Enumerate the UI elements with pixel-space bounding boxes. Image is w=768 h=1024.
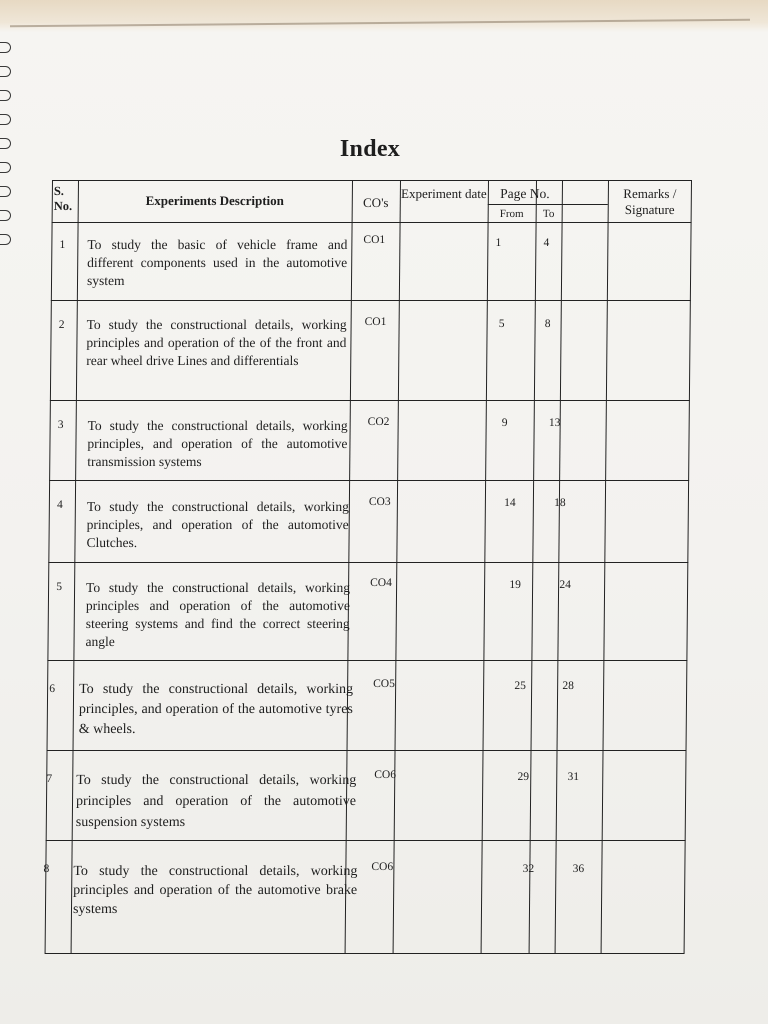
row-page-to: 36 (572, 863, 585, 875)
index-table (45, 180, 692, 954)
row-co: CO6 (374, 769, 397, 781)
row-page-from: 19 (509, 579, 521, 591)
row-co: CO6 (371, 861, 394, 873)
header-cos: CO's (362, 195, 389, 210)
row-co: CO1 (363, 234, 386, 246)
page-top-edge (0, 0, 768, 32)
row-number: 6 (49, 683, 56, 695)
row-page-from: 1 (495, 237, 502, 249)
row-page-to: 18 (554, 497, 566, 509)
row-number: 8 (43, 863, 50, 875)
header-to: To (542, 208, 555, 220)
row-page-to: 13 (548, 417, 561, 429)
header-description: Experiments Description (145, 193, 285, 208)
row-description: To study the constructional details, working principles, and operation of the automotive Clutches. (86, 499, 349, 550)
row-page-from: 9 (501, 417, 508, 429)
row-page-from: 25 (514, 680, 526, 692)
row-description: To study the basic of vehicle frame and different components used in the automotive system (86, 237, 348, 288)
row-number: 1 (59, 239, 66, 251)
row-page-from: 32 (522, 863, 535, 875)
row-number: 4 (56, 499, 63, 511)
row-divider (47, 750, 687, 751)
row-page-to: 4 (543, 237, 550, 249)
row-description: To study the constructional details, working principles, and operation of the automotive transmission systems (87, 418, 348, 469)
row-description: To study the constructional details, working principles and operation of the automotive brake systems (72, 864, 358, 917)
row-divider (47, 660, 687, 661)
header-remarks: Remarks / Signature (623, 186, 677, 217)
row-divider (48, 562, 688, 563)
row-description: To study the constructional details, working principles, and operation of the automotive tyres & wheels. (78, 682, 354, 737)
row-divider (46, 840, 686, 841)
row-description: To study the constructional details, working principles and operation of the automotive steering systems and find the correct steering angle (85, 580, 351, 649)
header-from: From (499, 208, 524, 220)
header-page-no: Page No. (500, 186, 550, 201)
row-divider (49, 480, 689, 481)
row-co: CO5 (373, 678, 395, 690)
row-number: 2 (58, 319, 65, 331)
row-number: 7 (46, 773, 53, 785)
row-page-to: 24 (559, 579, 571, 591)
row-page-to: 28 (562, 680, 574, 692)
row-divider (50, 400, 690, 401)
row-co: CO1 (364, 316, 387, 328)
row-description: To study the constructional details, working principles and operation of the of the front and rear wheel drive Lines and differentials (86, 317, 347, 368)
row-number: 3 (57, 419, 64, 431)
row-page-from: 5 (498, 318, 505, 330)
row-page-from: 29 (517, 771, 530, 783)
row-divider (52, 222, 692, 223)
row-description: To study the constructional details, working principles and operation of the automotive suspension systems (75, 773, 357, 830)
row-page-to: 31 (567, 771, 580, 783)
row-co: CO2 (367, 416, 390, 428)
row-page-from: 14 (504, 497, 516, 509)
page-title: Index (339, 136, 401, 162)
row-divider (51, 300, 691, 301)
header-experiment-date: Experiment date (401, 186, 487, 201)
row-co: CO4 (370, 577, 392, 589)
row-page-to: 8 (544, 318, 551, 330)
spiral-binding (0, 30, 18, 260)
row-number: 5 (56, 581, 63, 593)
header-sno: S. No. (53, 184, 73, 213)
row-co: CO3 (368, 496, 391, 508)
table-border (45, 180, 692, 954)
